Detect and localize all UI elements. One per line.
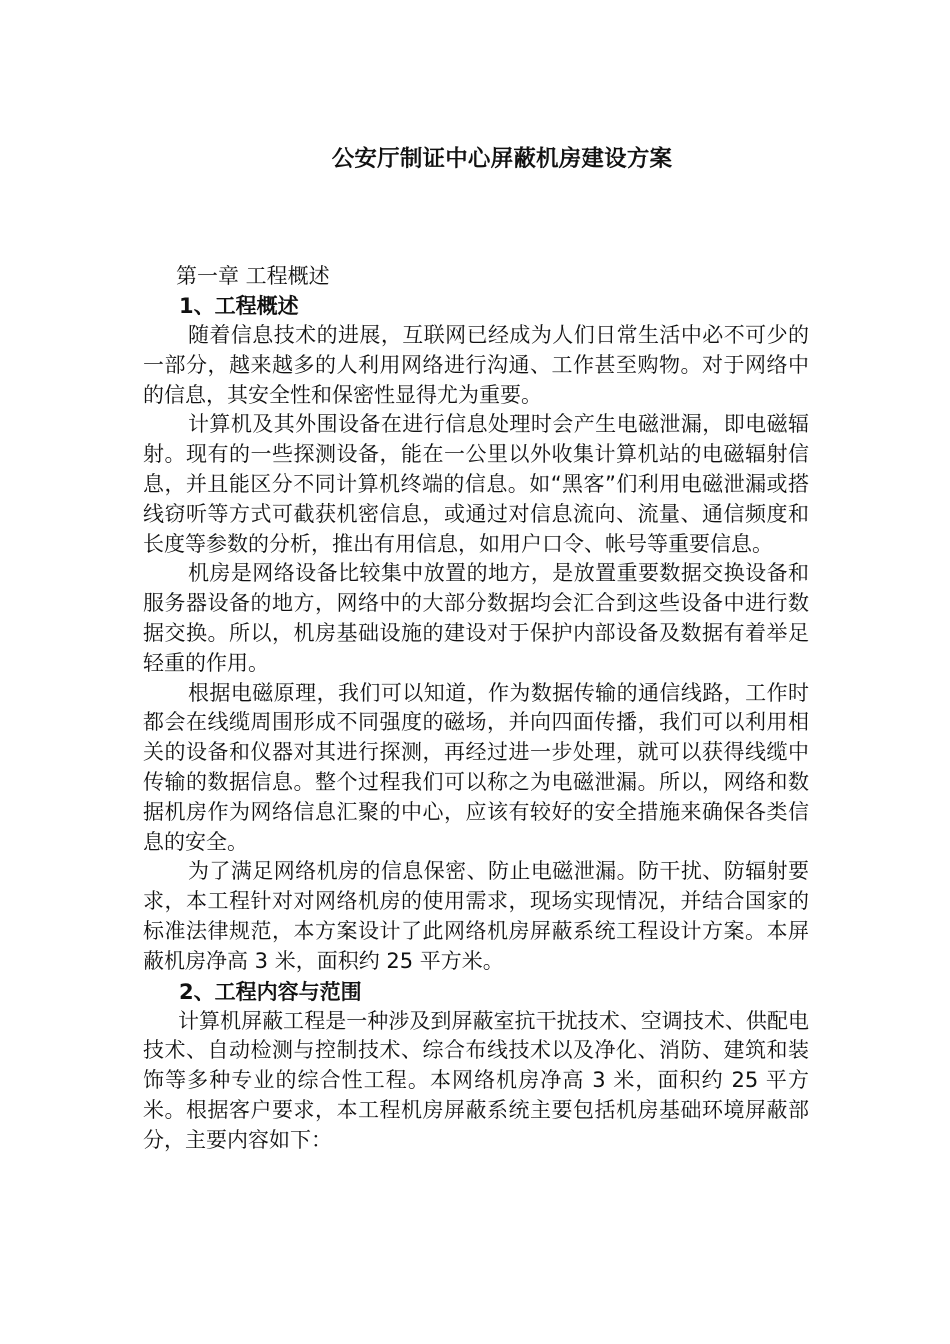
paragraph-internet-importance: 随着信息技术的进展，互联网已经成为人们日常生活中必不可少的一部分，越来越多的人利用网络进行沟通、工作甚至购物。对于网络中的信息，其安全性和保密性显得尤为重要。	[143, 323, 809, 407]
section-heading-scope: 2、工程内容与范围	[179, 979, 362, 1004]
paragraph-electromagnetic-leakage: 计算机及其外围设备在进行信息处理时会产生电磁泄漏，即电磁辐射。现有的一些探测设备，能在一公里以外收集计算机站的电磁辐射信息，并且能区分不同计算机终端的信息。如“黑客”们利用电磁泄漏或搭线窃听等方式可截获机密信息，或通过对信息流向、流量、通信频度和长度等参数的分析，推出有用信息，如用户口令、帐号等重要信息。	[143, 412, 809, 556]
document-title: 公安厅制证中心屏蔽机房建设方案	[331, 146, 673, 172]
paragraph-electromagnetic-principle: 根据电磁原理，我们可以知道，作为数据传输的通信线路，工作时都会在线缆周围形成不同强度的磁场，并向四面传播，我们可以利用相关的设备和仪器对其进行探测，再经过进一步处理，就可以获得线缆中传输的数据信息。整个过程我们可以称之为电磁泄漏。所以，网络和数据机房作为网络信息汇聚的中心，应该有较好的安全措施来确保各类信息的安全。	[143, 680, 809, 854]
chapter-heading: 第一章 工程概述	[176, 264, 330, 288]
document-body	[143, 261, 809, 1156]
paragraph-design-purpose: 为了满足网络机房的信息保密、防止电磁泄漏。防干扰、防辐射要求，本工程针对对网络机房的使用需求，现场实现情况，并结合国家的标准法律规范，本方案设计了此网络机房屏蔽系统工程设计方案。本屏蔽机房净高 3 米，面积约 25 平方米。	[143, 859, 809, 973]
paragraph-machine-room-role: 机房是网络设备比较集中放置的地方，是放置重要数据交换设备和服务器设备的地方，网络中的大部分数据均会汇合到这些设备中进行数据交换。所以，机房基础设施的建设对于保护内部设备及数据有着举足轻重的作用。	[143, 561, 809, 675]
paragraph-scope-content: 计算机屏蔽工程是一种涉及到屏蔽室抗干扰技术、空调技术、供配电技术、自动检测与控制技术、综合布线技术以及净化、消防、建筑和装饰等多种专业的综合性工程。本网络机房净高 3 米，面积约 25 平方米。根据客户要求，本工程机房屏蔽系统主要包括机房基础环境屏蔽部分，主要内容如下：	[143, 1008, 809, 1152]
section-heading-overview: 1、工程概述	[179, 294, 299, 318]
